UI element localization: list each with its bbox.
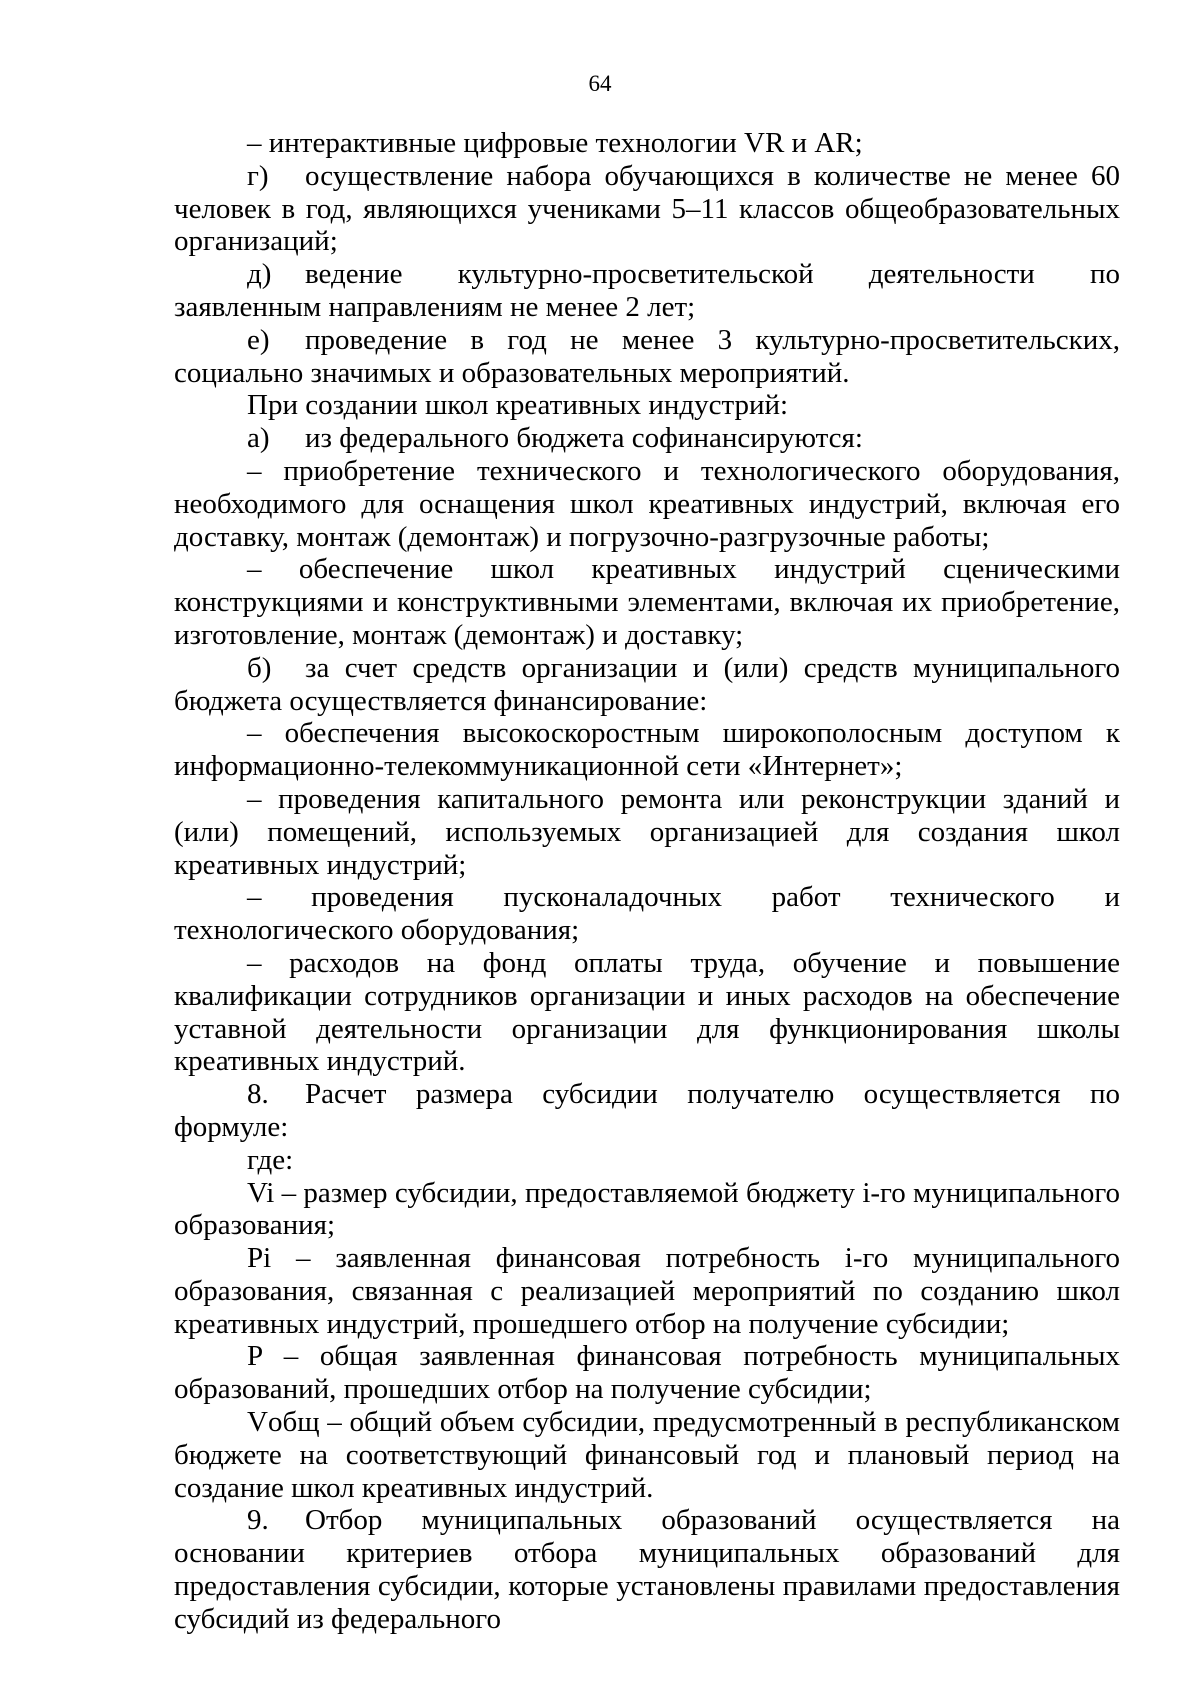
paragraph-text: – проведения пусконаладочных работ технического и технологического оборудования; bbox=[174, 881, 1120, 947]
paragraph-text: – приобретение технического и технологического оборудования, необходимого для оснащения школ креативных индустрий, включая его доставку, монтаж (демонтаж) и погрузочно-разгрузочные работы; bbox=[174, 454, 1120, 553]
paragraph bbox=[174, 127, 1120, 160]
paragraph-text: – проведения капитального ремонта или реконструкции зданий и (или) помещений, используемых организацией для создания школ креативных индустрий; bbox=[174, 782, 1120, 881]
paragraph-text: – интерактивные цифровые технологии VR и AR; bbox=[247, 127, 863, 159]
paragraph bbox=[174, 783, 1120, 881]
page-number: 64 bbox=[588, 71, 612, 96]
paragraph bbox=[174, 160, 1120, 258]
paragraph-text: проведение в год не менее 3 культурно-просветительских, социально значимых и образовательных мероприятий. bbox=[174, 323, 1120, 389]
paragraph bbox=[174, 258, 1120, 324]
paragraph-text: ведение культурно-просветительской деятельности по заявленным направлениям не менее 2 лет; bbox=[174, 258, 1120, 323]
paragraph bbox=[174, 652, 1120, 718]
paragraph bbox=[174, 1242, 1120, 1340]
paragraph-text: – расходов на фонд оплаты труда, обучение и повышение квалификации сотрудников организации и иных расходов на обеспечение уставной деятельности организации для функционирования школы креативных индустрий. bbox=[174, 946, 1120, 1078]
list-marker: 9. bbox=[247, 1504, 269, 1537]
paragraph bbox=[174, 1406, 1120, 1504]
paragraph-text: P – общая заявленная финансовая потребность муниципальных образований, прошедших отбор на получение субсидии; bbox=[174, 1340, 1120, 1406]
paragraph bbox=[174, 1504, 1120, 1635]
list-marker: б) bbox=[247, 651, 272, 684]
paragraph bbox=[174, 1144, 1120, 1177]
paragraph-text: – обеспечение школ креативных индустрий сценическими конструкциями и конструктивными элементами, включая их приобретение, изготовление, монтаж (демонтаж) и доставку; bbox=[174, 553, 1120, 651]
paragraph bbox=[174, 947, 1120, 1078]
paragraph bbox=[174, 389, 1120, 422]
paragraph-text: Расчет размера субсидии получателю осуществляется по формуле: bbox=[174, 1078, 1120, 1143]
list-marker: д) bbox=[247, 258, 272, 291]
paragraph bbox=[174, 1340, 1120, 1406]
paragraph bbox=[174, 1177, 1120, 1243]
paragraph-text: Pi – заявленная финансовая потребность i-го муниципального образования, связанная с реализацией мероприятий по созданию школ креативных индустрий, прошедшего отбор на получение субсидии; bbox=[174, 1242, 1120, 1340]
paragraph bbox=[174, 553, 1120, 651]
paragraph-text: Vi – размер субсидии, предоставляемой бюджету i-го муниципального образования; bbox=[174, 1176, 1120, 1242]
list-marker: е) bbox=[247, 323, 270, 356]
paragraph bbox=[174, 1078, 1120, 1144]
list-marker: 8. bbox=[247, 1078, 269, 1111]
paragraph bbox=[174, 881, 1120, 947]
paragraph bbox=[174, 422, 1120, 455]
paragraph-text: – обеспечения высокоскоростным широкополосным доступом к информационно-телекоммуникационной сети «Интернет»; bbox=[174, 717, 1120, 783]
list-marker: а) bbox=[247, 422, 270, 455]
paragraph-text: за счет средств организации и (или) средств муниципального бюджета осуществляется финансирование: bbox=[174, 651, 1120, 717]
paragraph bbox=[174, 717, 1120, 783]
paragraph bbox=[174, 455, 1120, 553]
paragraph-text: где: bbox=[247, 1143, 294, 1176]
paragraph-text: Отбор муниципальных образований осуществляется на основании критериев отбора муниципальных образований для предоставления субсидии, которые установлены правилами предоставления субсидий из федерального bbox=[174, 1504, 1120, 1635]
document-body bbox=[174, 127, 1120, 1636]
paragraph-text: При создании школ креативных индустрий: bbox=[247, 389, 789, 422]
paragraph-text: Vобщ – общий объем субсидии, предусмотренный в республиканском бюджете на соответствующий финансовый год и плановый период на создание школ креативных индустрий. bbox=[174, 1406, 1120, 1504]
list-marker: г) bbox=[247, 159, 269, 192]
paragraph-text: осуществление набора обучающихся в количестве не менее 60 человек в год, являющихся учениками 5–11 классов общеобразовательных организаций; bbox=[174, 159, 1120, 258]
paragraph-text: из федерального бюджета софинансируются: bbox=[305, 422, 863, 455]
paragraph bbox=[174, 324, 1120, 390]
